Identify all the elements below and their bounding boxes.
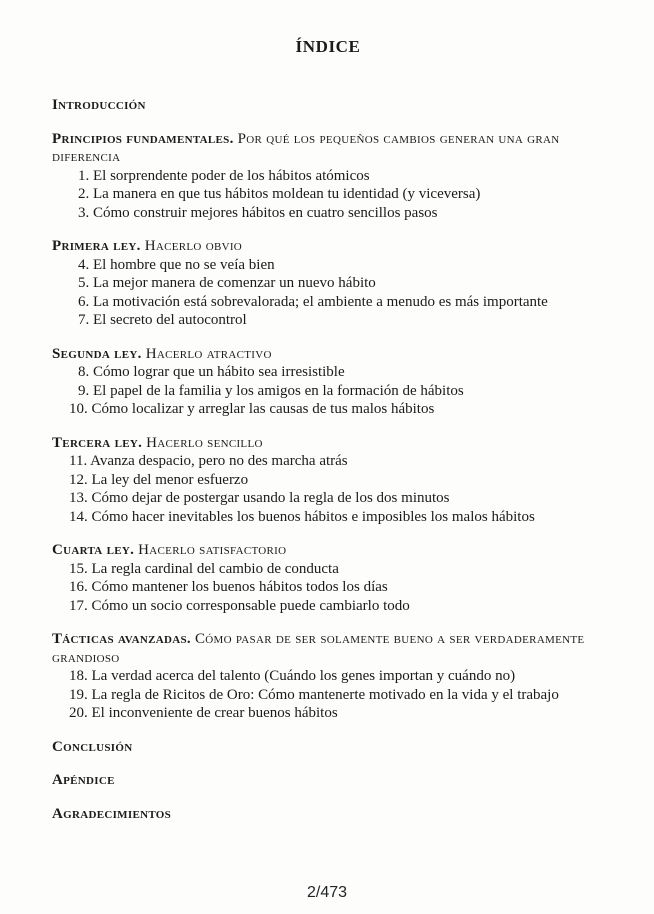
section-subtitle: Por qué los pequeños cambios generan una gran diferencia xyxy=(52,130,560,165)
section-heading[interactable] xyxy=(52,630,604,667)
section-items xyxy=(52,452,604,526)
section-items xyxy=(52,167,604,223)
section-heading[interactable] xyxy=(52,771,604,790)
page-indicator: 2/473 xyxy=(306,884,348,901)
toc-section xyxy=(52,630,604,723)
toc-item[interactable]: 4. El hombre que no se veía bien xyxy=(78,256,275,273)
toc-item[interactable]: 10. Cómo localizar y arreglar las causas de tus malos hábitos xyxy=(69,401,435,417)
page-title: ÍNDICE xyxy=(295,37,361,56)
section-items xyxy=(52,363,604,419)
toc-item[interactable]: 1. El sorprendente poder de los hábitos atómicos xyxy=(78,167,370,184)
toc-section xyxy=(52,130,604,223)
section-label: Introducción xyxy=(52,97,146,113)
page-content xyxy=(52,36,604,823)
toc-section xyxy=(52,96,604,115)
toc-item[interactable]: 2. La manera en que tus hábitos moldean tu identidad (y viceversa) xyxy=(78,186,481,202)
toc-item[interactable]: 11. Avanza despacio, pero no des marcha atrás xyxy=(69,453,348,469)
section-heading[interactable] xyxy=(52,130,604,167)
section-label: Agradecimientos xyxy=(52,805,172,822)
section-items xyxy=(52,667,604,723)
toc-section xyxy=(52,237,604,330)
toc-item[interactable]: 5. La mejor manera de comenzar un nuevo hábito xyxy=(78,275,376,291)
toc-section xyxy=(52,434,604,527)
toc-section xyxy=(52,771,604,790)
toc-section xyxy=(52,541,604,615)
toc-item[interactable]: 13. Cómo dejar de postergar usando la regla de los dos minutos xyxy=(69,490,450,506)
section-subtitle: Hacerlo satisfactorio xyxy=(138,542,287,558)
toc-item[interactable]: 20. El inconveniente de crear buenos hábitos xyxy=(69,705,338,721)
toc-item[interactable]: 8. Cómo lograr que un hábito sea irresistible xyxy=(78,364,345,380)
section-label: Cuarta ley. xyxy=(52,542,135,558)
section-subtitle: Hacerlo sencillo xyxy=(146,434,263,451)
section-label: Principios fundamentales. xyxy=(52,130,234,147)
section-subtitle: Hacerlo obvio xyxy=(144,238,243,254)
toc-item[interactable]: 7. El secreto del autocontrol xyxy=(78,312,247,328)
section-subtitle: Hacerlo atractivo xyxy=(145,345,272,362)
section-heading[interactable] xyxy=(52,805,604,824)
toc-item[interactable]: 9. El papel de la familia y los amigos en la formación de hábitos xyxy=(78,382,464,399)
toc-section xyxy=(52,345,604,419)
toc-item[interactable]: 14. Cómo hacer inevitables los buenos hábitos e imposibles los malos hábitos xyxy=(69,508,535,525)
toc-section xyxy=(52,738,604,757)
toc-item[interactable]: 17. Cómo un socio corresponsable puede cambiarlo todo xyxy=(69,597,410,614)
toc-item[interactable]: 18. La verdad acerca del talento (Cuándo los genes importan y cuándo no) xyxy=(69,668,516,684)
toc-section xyxy=(52,805,604,824)
section-label: Segunda ley. xyxy=(52,345,142,362)
section-heading[interactable] xyxy=(52,237,604,256)
toc-item[interactable]: 6. La motivación está sobrevalorada; el ambiente a menudo es más importante xyxy=(78,293,548,310)
toc-item[interactable]: 3. Cómo construir mejores hábitos en cuatro sencillos pasos xyxy=(78,204,438,221)
toc-item[interactable]: 16. Cómo mantener los buenos hábitos todos los días xyxy=(69,579,388,595)
toc-item[interactable]: 19. La regla de Ricitos de Oro: Cómo mantenerte motivado en la vida y el trabajo xyxy=(69,686,559,703)
section-label: Apéndice xyxy=(52,772,115,788)
section-items xyxy=(52,256,604,330)
section-heading[interactable] xyxy=(52,345,604,364)
section-label: Tácticas avanzadas. xyxy=(52,631,191,647)
toc-sections xyxy=(52,96,604,823)
section-label: Tercera ley. xyxy=(52,434,143,451)
section-items xyxy=(52,560,604,616)
toc-item[interactable]: 12. La ley del menor esfuerzo xyxy=(69,471,249,488)
section-heading[interactable] xyxy=(52,434,604,453)
section-subtitle: Cómo pasar de ser solamente bueno a ser verdaderamente grandioso xyxy=(52,631,585,666)
section-label: Conclusión xyxy=(52,738,133,755)
toc-item[interactable]: 15. La regla cardinal del cambio de conducta xyxy=(69,560,339,577)
section-heading[interactable] xyxy=(52,738,604,757)
section-heading[interactable] xyxy=(52,96,604,115)
section-heading[interactable] xyxy=(52,541,604,560)
section-label: Primera ley. xyxy=(52,238,141,254)
